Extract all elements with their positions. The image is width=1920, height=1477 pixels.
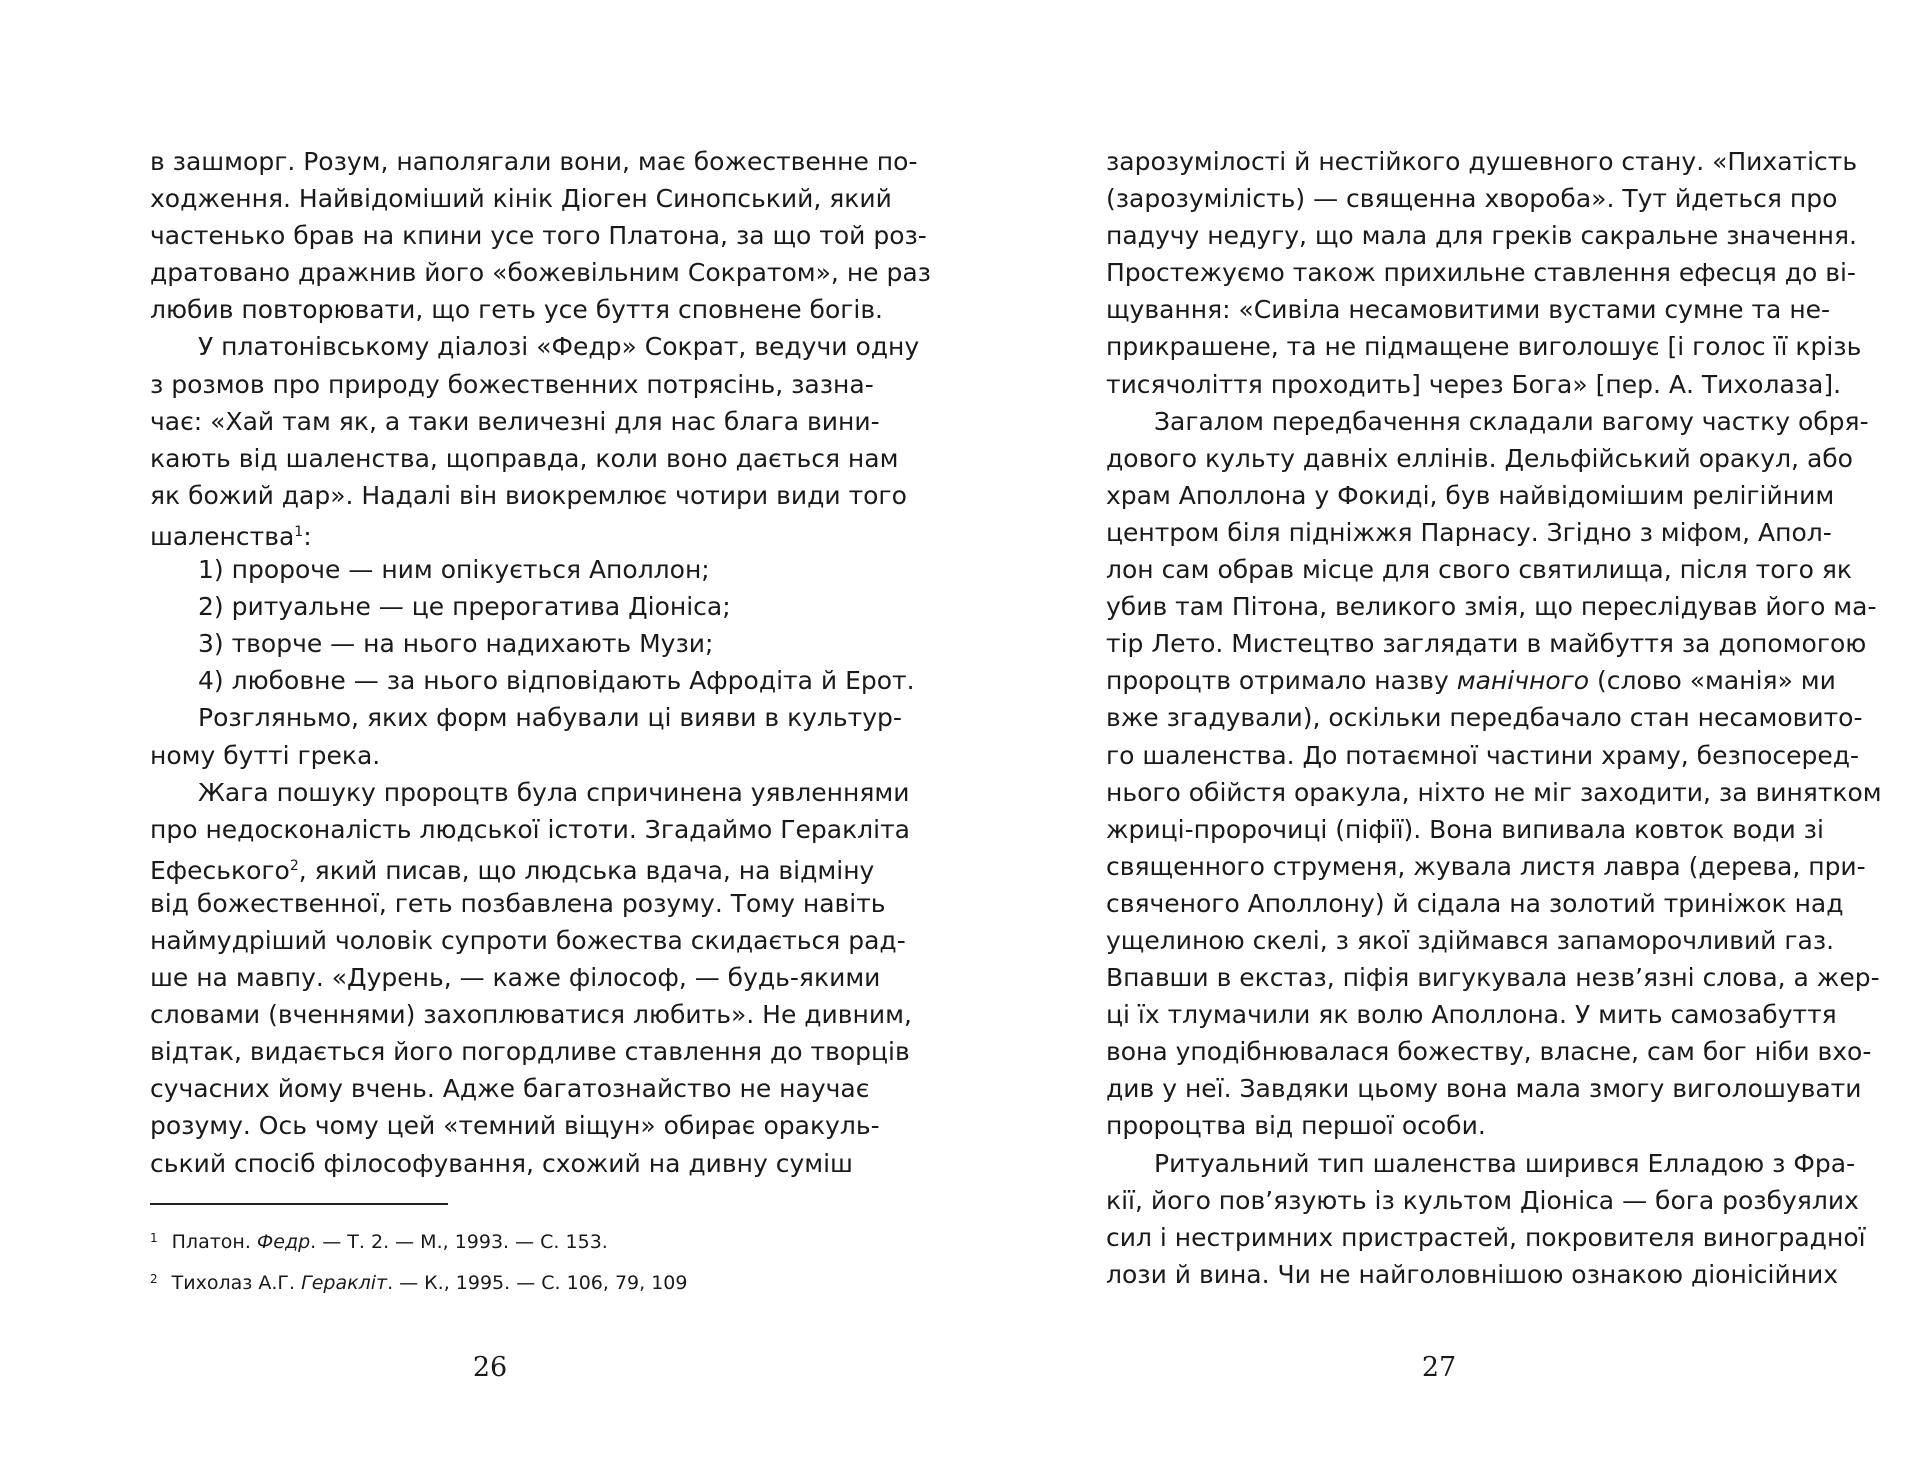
text-line: ному бутті грека. [150,740,381,770]
page-number: 27 [1421,1352,1457,1383]
list-item: 1) пророче — ним опікується Аполлон; [198,555,710,585]
text-fragment: Ефеського [150,855,290,885]
text-fragment: пророцтв отримало назву [1106,666,1457,696]
text-line: Розгляньмо, яких форм набували ці вияви в культур- [198,703,902,733]
text-line: Загалом передбачення складали вагому частку обря- [1154,406,1869,436]
text-line: Жага пошуку пророцтв була спричинена уявленнями [198,777,910,807]
text-line: пророцтва від першої особи. [1106,1111,1486,1141]
text-line: свяченого Аполлону) й сідала на золотий триніжок над [1106,888,1844,918]
text-fragment: (слово «манія» ми [1589,666,1836,696]
text-fragment: шаленства [150,521,295,551]
text-line: прикрашене, та не підмащене виголошує [і голос її крізь [1106,332,1862,362]
text-line: (зарозумілість) — священна хвороба». Тут йдеться про [1106,184,1838,214]
footnote-text: . — Т. 2. — М., 1993. — С. 153. [310,1231,608,1253]
text-line: священного струменя, жувала листя лавра (дерева, при- [1106,851,1866,881]
text-line: дового культу давніх еллінів. Дельфійський оракул, або [1106,443,1853,473]
left-page-body [150,143,931,1182]
list-item: 2) ритуальне — це прерогатива Діоніса; [198,592,731,622]
text-line: розуму. Ось чому цей «темний віщун» обирає оракуль- [150,1111,880,1141]
text-line: сил і нестримних пристрастей, покровителя виноградної [1106,1222,1866,1252]
italic-term: манічного [1456,666,1590,696]
text-line: вона уподібнювалася божеству, власне, сам бог ніби вхо- [1106,1037,1872,1067]
text-line: любив повторювати, що геть усе буття сповнене богів. [150,295,884,325]
footnotes [150,1220,850,1302]
text-line: відтак, видається його погордливе ставлення до творців [150,1037,910,1067]
page-number: 26 [472,1352,508,1383]
text-line: кії, його пов’язують із культом Діоніса — бога розбуялих [1106,1185,1859,1215]
text-line: Простежуємо також прихильне ставлення ефесця до ві- [1106,258,1856,288]
text-line: кають від шаленства, щоправда, коли воно дається нам [150,443,899,473]
text-line: ущелиною скелі, з якої здіймався запаморочливий газ. [1106,925,1835,955]
footnote-number: 1 [150,1231,158,1245]
text-line: Впавши в екстаз, піфія вигукувала незв’язні слова, а жер- [1106,963,1880,993]
text-line: ці їх тлумачили як волю Аполлона. У мить самозабуття [1106,1000,1837,1030]
text-line: тисячоліття проходить] через Бога» [пер. А. Тихолаза]. [1106,369,1842,399]
footnote-text: . — К., 1995. — С. 106, 79, 109 [387,1272,688,1294]
text-line: падучу недугу, що мала для греків сакральне значення. [1106,221,1857,251]
text-line: храм Аполлона у Фокиді, був найвідомішим релігійним [1106,480,1835,510]
footnote-title: Геракліт [301,1272,388,1294]
text-line: зарозумілості й нестійкого душевного стану. «Пихатість [1106,147,1858,176]
text-line [150,848,875,885]
text-line: сучасних йому вчень. Адже багатознайство не научає [150,1074,870,1104]
footnote-text: Платон. [171,1231,257,1253]
text-line: шаленства$^1$: [150,521,312,551]
footnote-divider [150,1203,448,1205]
footnote-1 [150,1220,850,1261]
footnote-number: 2 [150,1272,158,1286]
text-line: нього обійстя оракула, ніхто не міг заходити, за винятком [1106,777,1882,807]
text-line: від божественної, геть позбавлена розуму. Тому навіть [150,888,886,918]
footnote-2 [150,1261,850,1302]
text-line: ходження. Найвідоміший кінік Діоген Синопський, який [150,184,892,214]
text-line: лон сам обрав місце для свого святилища, після того як [1106,555,1853,585]
text-line: ше на мавпу. «Дурень, — каже філософ, — будь-якими [150,963,881,993]
text-line: го шаленства. До потаємної частини храму, безпосеред- [1106,740,1860,770]
text-line [1106,662,1836,699]
text-line: убив там Пітона, великого змія, що переслідував його ма- [1106,592,1877,622]
list-item: 3) творче — на нього надихають Музи; [198,629,714,659]
text-line: як божий дар». Надалі він виокремлює чотири види того [150,480,907,510]
text-line: наймудріший чоловік супроти божества скидається рад- [150,925,906,955]
text-line: словами (вченнями) захоплюватися любить». Не дивним, [150,1000,912,1030]
text-line: ський спосіб філософування, схожий на дивну суміш [150,1148,853,1178]
text-line: Ритуальний тип шаленства ширився Елладою з Фра- [1154,1148,1856,1178]
text-fragment: , який писав, що людська вдача, на відміну [298,855,875,885]
text-line: вже згадували), оскільки передбачало стан несамовито- [1106,703,1863,733]
list-item: 4) любовне — за нього відповідають Афродіта й Ерот. [198,666,915,696]
footnote-ref: 2 [289,857,299,874]
text-line: лози й вина. Чи не найголовнішою ознакою діонісійних [1106,1259,1839,1289]
text-line: чає: «Хай там як, а таки величезні для нас блага вини- [150,406,880,436]
text-line: дратовано дражнив його «божевільним Сократом», не раз [150,258,931,288]
text-line: в зашморг. Розум, наполягали вони, має божественне по- [150,147,918,176]
footnote-text: Тихолаз А.Г. [171,1272,302,1294]
text-line: тір Лето. Мистецтво заглядати в майбуття за допомогою [1106,629,1867,659]
right-page-body [1106,143,1882,1293]
footnote-ref: 1 [294,523,304,540]
text-line: частенько брав на кпини усе того Платона, за що той роз- [150,221,927,251]
text-line: з розмов про природу божественних потрясінь, зазна- [150,369,874,399]
text-line: центром біля підніжжя Парнасу. Згідно з міфом, Апол- [1106,517,1832,547]
text-line: жриці-пророчиці (піфії). Вона випивала ковток води зі [1106,814,1824,844]
footnote-title: Федр [256,1231,311,1253]
text-line: У платонівському діалозі «Федр» Сократ, ведучи одну [198,332,920,362]
text-line: щування: «Сивіла несамовитими вустами сумне та не- [1106,295,1831,325]
text-line: див у неї. Завдяки цьому вона мала змогу виголошувати [1106,1074,1862,1104]
right-page [960,0,1920,1477]
text-line: про недосконалість людської істоти. Згадаймо Геракліта [150,814,910,844]
